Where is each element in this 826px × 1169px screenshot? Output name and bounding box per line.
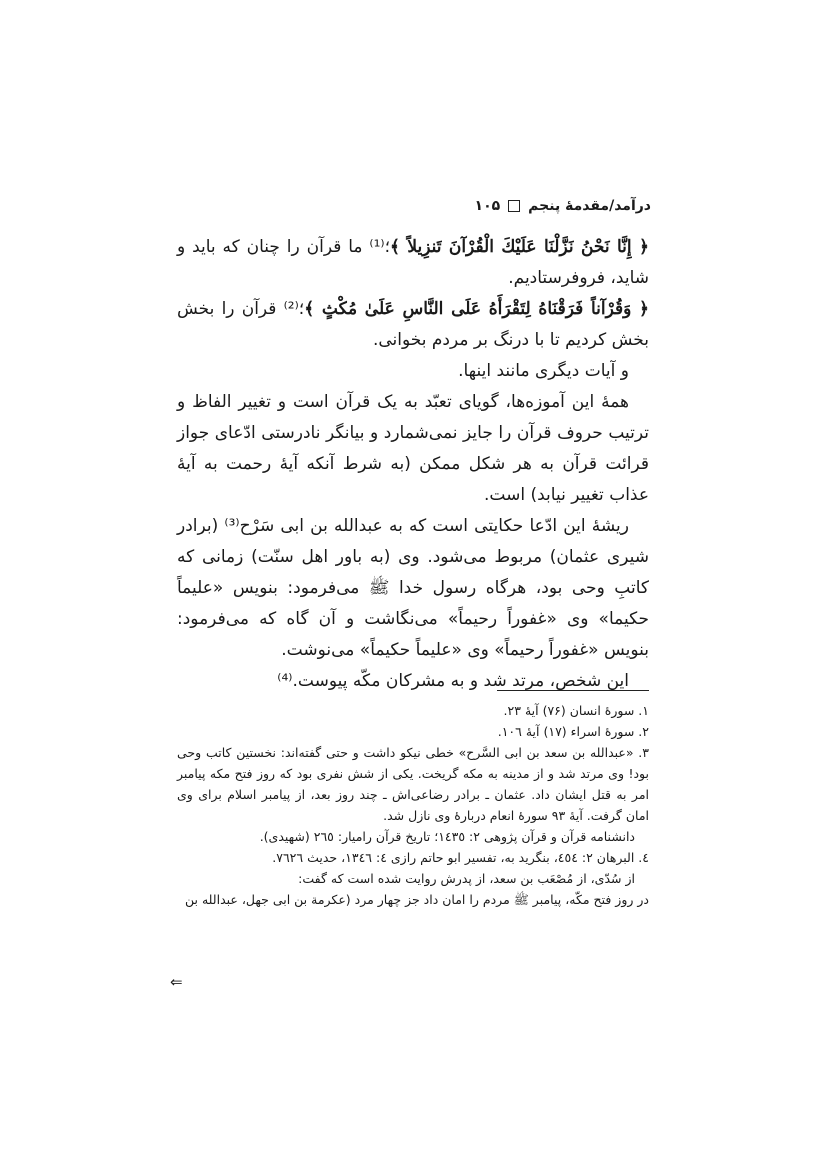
- paragraph-6: این شخص، مرتد شد و به مشرکان مکّه پیوست.⁽⁴⁾: [277, 671, 629, 691]
- footnote-3: ۳. «عبدالله بن سعد بن ابی السَّرح» خطی نیکو داشت و حتی گفته‌اند: نخستین کاتب وحی بود! وی مرتد شد و از مدینه به مکه گریخت. یکی از شش نفری بود که روز فتح مکه پیامبر امر به قتل ایشان داد. عثمان ـ برادر رضاعی‌اش ـ چند روز بعد، از پیامبر اسلام برای وی امان گرفت. آیهٔ ۹۳ سورهٔ انعام دربارهٔ وی نازل شد.: [177, 745, 649, 823]
- paragraph-verse-1: [177, 232, 649, 294]
- footnote-4: ٤. البرهان ۲: ٤٥٤، بنگرید به، تفسیر ابو حاتم رازی ٤: ۱۳٤٦، حدیث ۷٦۲٦.: [272, 850, 649, 865]
- quran-verse-2: ﴿ وَقُرْآناً فَرَقْنَاهُ لِتَقْرَأَهُ عَلَى النَّاسِ عَلَىٰ مُكْثٍ ﴾: [304, 299, 649, 319]
- page-number: ۱۰۵: [474, 198, 501, 214]
- footnote-3-reference: دانشنامه قرآن و قرآن پژوهی ۲: ۱٤۳٥؛ تاریخ قرآن رامیار: ۲٦٥ (شهیدی).: [259, 829, 635, 844]
- footnote-divider: [497, 690, 649, 691]
- quran-verse-1: ﴿ إِنَّا نَحْنُ نَزَّلْنَا عَلَيْكَ الْقُرْآنَ تَنزِيلاً ﴾: [389, 237, 649, 257]
- continue-arrow-icon: ⇐: [170, 973, 183, 991]
- square-ornament-icon: [508, 200, 520, 212]
- footnote-4-line-b: در روز فتح مکّه، پیامبر ﷺ مردم را امان داد جز چهار مرد (عکرمة بن ابی جهل، عبدالله بن: [185, 892, 649, 907]
- paragraph-5: ریشهٔ این ادّعا حکایتی است که به عبدالله بن ابی سَرْح⁽³⁾ (برادر شیری عثمان) مربوط می‌شود. وی (به باور اهل سنّت) زمانی که کاتبِ وحی بود، هرگاه رسول خدا ﷺ می‌فرمود: بنویس «علیماً حکیما» وی «غفوراً رحیماً» می‌نگاشت و آن گاه که می‌فرمود: بنویس «غفوراً رحیماً» وی «علیماً حکیماً» می‌نوشت.: [177, 516, 649, 660]
- paragraph-verse-2: [177, 294, 649, 356]
- footnotes: [177, 700, 649, 910]
- footnote-1: ۱. سورهٔ انسان (۷۶) آیهٔ ۲۳.: [503, 703, 649, 718]
- verse-1-translation: ؛⁽¹⁾ ما قرآن را چنان که باید و شاید، فروفرستادیم.: [177, 237, 649, 288]
- paragraph-3: و آیات دیگری مانند اینها.: [458, 361, 629, 381]
- running-header: [475, 198, 651, 214]
- main-text: [177, 232, 649, 697]
- footnote-4-line-a: از سُدّی، از مُصْعَب بن سعد، از پدرش روایت شده است که گفت:: [298, 871, 635, 886]
- verse-2-translation: ؛⁽²⁾ قرآن را بخش بخش کردیم تا با درنگ بر مردم بخوانی.: [177, 299, 649, 350]
- paragraph-4: همهٔ این آموزه‌ها، گویای تعبّد به یک قرآن است و تغییر الفاظ و ترتیب حروف قرآن را جایز نمی‌شمارد و بیانگر نادرستی ادّعای جواز قرائت قرآن به هر شکل ممکن (به شرط آنکه آیهٔ رحمت به آیهٔ عذاب تغییر نیابد) است.: [177, 392, 649, 505]
- header-title: درآمد/مقدمهٔ پنجم: [528, 198, 651, 214]
- footnote-2: ۲. سورهٔ اسراء (۱۷) آیهٔ ۱۰٦.: [497, 724, 649, 739]
